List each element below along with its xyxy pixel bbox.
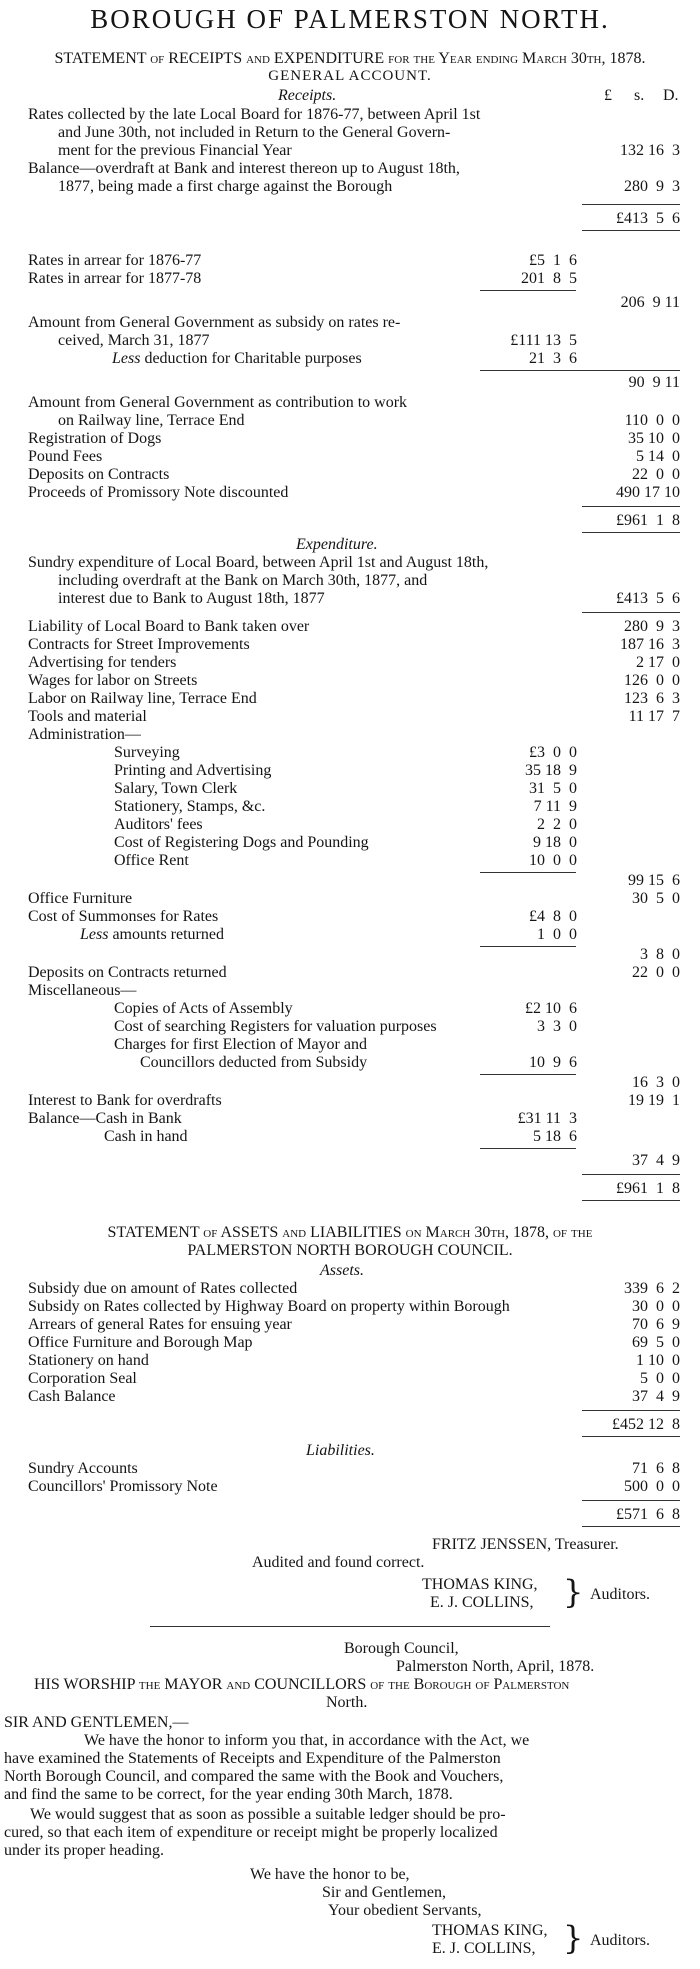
admin-printing: Printing and Advertising [114, 762, 272, 779]
letter-from-2: Palmerston North, April, 1878. [396, 1658, 595, 1675]
exp-summonses: Cost of Summonses for Rates [28, 908, 219, 925]
assets-total: £452 12 8 [612, 1416, 680, 1433]
railway-line-1: Amount from General Government as contribution to work [28, 394, 408, 411]
rule-receipts-total-under [582, 532, 680, 533]
rule-govt [480, 370, 680, 371]
govt-subsidy-line-1: Amount from General Government as subsidy on rates re- [28, 314, 401, 331]
asset-arrears: Arrears of general Rates for ensuing year [28, 1316, 292, 1333]
govt-subsidy-line-2: ceived, March 31, 1877 [58, 332, 210, 349]
sundry-line-3: interest due to Bank to August 18th, 1877 [58, 590, 325, 607]
charitable-deduction [112, 350, 362, 368]
deposits-contracts: Deposits on Contracts [28, 466, 170, 483]
statement-title: STATEMENT of RECEIPTS and EXPENDITURE for the Year ending March 30th, 1878. [54, 50, 646, 67]
misc-search: Cost of searching Registers for valuation purposes [114, 1018, 437, 1035]
railway-line-2: on Railway line, Terrace End [58, 412, 245, 429]
admin-auditors: Auditors' fees [114, 816, 203, 833]
auditor-king: THOMAS KING, [422, 1576, 538, 1593]
liab-sundry: Sundry Accounts [28, 1460, 138, 1477]
asset-seal-amount: 5 0 0 [640, 1370, 680, 1387]
returned-rest: amounts returned [108, 926, 224, 943]
letter-sig-collins: E. J. COLLINS, [432, 1940, 536, 1957]
exp-deposits-returned: Deposits on Contracts returned [28, 964, 227, 981]
admin-rent: Office Rent [114, 852, 189, 869]
rule-admin [480, 872, 576, 873]
rule-exp-total-under [582, 1200, 680, 1201]
assets-statement-line-1: STATEMENT of ASSETS and LIABILITIES on March 30th, 1878, of the [107, 1224, 593, 1241]
arrear-1877-78: Rates in arrear for 1877-78 [28, 270, 202, 287]
expenditure-total: £961 1 8 [616, 1180, 680, 1197]
letter-p1-line-1: We have the honor to inform you that, in accordance with the Act, we [84, 1732, 530, 1749]
exp-returned [80, 926, 224, 944]
admin-salary: Salary, Town Clerk [114, 780, 238, 797]
sundry-amount: £413 5 6 [616, 590, 680, 607]
arrears-total: 206 9 11 [620, 294, 680, 311]
rule-sundry [582, 612, 680, 613]
less-word: Less [112, 350, 141, 367]
sundry-line-2: including overdraft at the Bank on March 30th, 1877, and [58, 572, 428, 589]
asset-map-amount: 69 5 0 [632, 1334, 680, 1351]
receipt-balance-line-1: Balance—overdraft at Bank and interest thereon up to August 18th, [28, 160, 460, 177]
exp-cash-bank-amount: £31 11 3 [517, 1110, 577, 1127]
exp-advertising: Advertising for tenders [28, 654, 177, 671]
asset-seal: Corporation Seal [28, 1370, 137, 1387]
promissory-note: Proceeds of Promissory Note discounted [28, 484, 289, 501]
receipt-rates-line-2: and June 30th, not included in Return to the General Govern- [58, 124, 451, 141]
auditors-label: Auditors. [590, 1586, 650, 1603]
govt-subsidy-amount: £111 13 5 [510, 332, 577, 349]
admin-reg-dogs: Cost of Registering Dogs and Pounding [114, 834, 369, 851]
exp-wages: Wages for labor on Streets [28, 672, 198, 689]
misc-copies: Copies of Acts of Assembly [114, 1000, 293, 1017]
rule-arrears [480, 290, 576, 291]
rule-misc [480, 1074, 576, 1075]
page-title: BOROUGH OF PALMERSTON NORTH. [90, 4, 610, 34]
asset-map: Office Furniture and Borough Map [28, 1334, 253, 1351]
misc-election-amount: 10 9 6 [529, 1054, 577, 1071]
arrear-1876-77-amount: £5 1 6 [529, 252, 577, 269]
auditors-brace: } [563, 1573, 584, 1611]
liab-note: Councillors' Promissory Note [28, 1478, 218, 1495]
asset-highway-amount: 30 0 0 [632, 1298, 680, 1315]
admin-stationery: Stationery, Stamps, &c. [114, 798, 266, 815]
account-title: GENERAL ACCOUNT. [268, 68, 432, 84]
letter-p2-line-3: under its proper heading. [4, 1842, 164, 1859]
exp-cash-hand-amount: 5 18 6 [533, 1128, 577, 1145]
rule-cash [480, 1148, 576, 1149]
exp-cash-hand: Cash in hand [104, 1128, 188, 1145]
exp-cash-bank: Balance—Cash in Bank [28, 1110, 182, 1127]
admin-total: 99 15 6 [628, 872, 680, 889]
exp-contracts-amount: 187 16 3 [620, 636, 680, 653]
asset-cash: Cash Balance [28, 1388, 116, 1405]
asset-cash-amount: 37 4 9 [632, 1388, 680, 1405]
letter-to-1: HIS WORSHIP the MAYOR and COUNCILLORS of the Borough of Palmerston [34, 1676, 570, 1693]
admin-rent-amount: 10 0 0 [529, 852, 577, 869]
registration-dogs-amount: 35 10 0 [628, 430, 680, 447]
letter-p1-line-4: and find the same to be correct, for the year ending 30th March, 1878. [4, 1786, 453, 1803]
misc-election-line-2: Councillors deducted from Subsidy [140, 1054, 368, 1071]
letter-salutation: SIR AND GENTLEMEN,— [4, 1714, 189, 1731]
receipts-total: £961 1 8 [616, 512, 680, 529]
returned-less-word: Less [80, 926, 109, 943]
arrear-1876-77: Rates in arrear for 1876-77 [28, 252, 202, 269]
letter-auditors-brace: } [563, 1919, 584, 1957]
deposits-contracts-amount: 22 0 0 [632, 466, 680, 483]
rule-separator [150, 1626, 550, 1627]
money-col-pound: £ [604, 87, 612, 104]
exp-advertising-amount: 2 17 0 [636, 654, 680, 671]
exp-summonses-amount: £4 8 0 [529, 908, 577, 925]
rule-summonses [480, 946, 576, 947]
exp-tools-amount: 11 17 7 [628, 708, 680, 725]
liab-sundry-amount: 71 6 8 [632, 1460, 680, 1477]
letter-to-2: North. [326, 1694, 368, 1711]
rule-exp-total [582, 1174, 680, 1175]
exp-miscellaneous: Miscellaneous— [28, 982, 137, 999]
admin-surveying: Surveying [114, 744, 180, 761]
exp-liability-amount: 280 9 3 [624, 618, 680, 635]
assets-heading: Assets. [320, 1262, 364, 1279]
receipt-balance-amount: 280 9 3 [624, 178, 680, 195]
exp-furniture-amount: 30 5 0 [632, 890, 680, 907]
misc-search-amount: 3 3 0 [537, 1018, 577, 1035]
letter-close-2: Sir and Gentlemen, [322, 1884, 446, 1901]
money-col-pence: D. [663, 87, 679, 104]
receipt-rates-line-3: ment for the previous Financial Year [58, 142, 292, 159]
asset-arrears-amount: 70 6 9 [632, 1316, 680, 1333]
govt-net-amount: 90 9 11 [628, 374, 680, 391]
charitable-deduction-amount: 21 3 6 [529, 350, 577, 367]
letter-close-3: Your obedient Servants, [328, 1902, 482, 1919]
rule-liab [582, 1500, 680, 1501]
pound-fees-amount: 5 14 0 [636, 448, 680, 465]
admin-salary-amount: 31 5 0 [529, 780, 577, 797]
exp-administration: Administration— [28, 726, 141, 743]
letter-sig-king: THOMAS KING, [432, 1922, 548, 1939]
admin-printing-amount: 35 18 9 [525, 762, 577, 779]
registration-dogs: Registration of Dogs [28, 430, 162, 447]
exp-labor-railway-amount: 123 6 3 [624, 690, 680, 707]
exp-wages-amount: 126 0 0 [624, 672, 680, 689]
exp-tools: Tools and material [28, 708, 147, 725]
rule-assets-under [582, 1436, 680, 1437]
letter-from-1: Borough Council, [344, 1640, 459, 1657]
arrear-1877-78-amount: 201 8 5 [521, 270, 577, 287]
liabilities-total: £571 6 8 [616, 1506, 680, 1523]
admin-stationery-amount: 7 11 9 [533, 798, 577, 815]
admin-surveying-amount: £3 0 0 [529, 744, 577, 761]
asset-subsidy-amount: 339 6 2 [624, 1280, 680, 1297]
rule-receipts-total [582, 506, 680, 507]
exp-contracts: Contracts for Street Improvements [28, 636, 250, 653]
receipts-subtotal: £413 5 6 [616, 210, 680, 227]
misc-election-line-1: Charges for first Election of Mayor and [114, 1036, 367, 1053]
letter-p1-line-2: have examined the Statements of Receipts and Expenditure of the Palmerston [4, 1750, 501, 1767]
exp-furniture: Office Furniture [28, 890, 133, 907]
liabilities-heading: Liabilities. [306, 1442, 375, 1459]
sundry-line-1: Sundry expenditure of Local Board, between April 1st and August 18th, [28, 554, 489, 571]
receipt-rates-amount: 132 16 3 [620, 142, 680, 159]
less-rest: deduction for Charitable purposes [140, 350, 362, 367]
liab-note-amount: 500 0 0 [624, 1478, 680, 1495]
letter-p2-line-1: We would suggest that as soon as possible a suitable ledger should be pro- [30, 1806, 506, 1823]
audited-statement: Audited and found correct. [252, 1554, 425, 1571]
exp-labor-railway: Labor on Railway line, Terrace End [28, 690, 257, 707]
asset-highway: Subsidy on Rates collected by Highway Board on property within Borough [28, 1298, 510, 1315]
rule-assets [582, 1410, 680, 1411]
treasurer-signature: FRITZ JENSSEN, Treasurer. [432, 1536, 619, 1553]
summonses-net: 3 8 0 [640, 946, 680, 963]
admin-auditors-amount: 2 2 0 [537, 816, 577, 833]
letter-close-1: We have the honor to be, [250, 1866, 410, 1883]
admin-reg-dogs-amount: 9 18 0 [533, 834, 577, 851]
asset-stationery: Stationery on hand [28, 1352, 149, 1369]
receipt-rates-line-1: Rates collected by the late Local Board for 1876-77, between April 1st [28, 106, 481, 123]
exp-interest-amount: 19 19 1 [628, 1092, 680, 1109]
exp-deposits-returned-amount: 22 0 0 [632, 964, 680, 981]
exp-returned-amount: 1 0 0 [537, 926, 577, 943]
railway-amount: 110 0 0 [624, 412, 680, 429]
rule-receipts-sub-under [582, 230, 680, 231]
letter-p1-line-3: North Borough Council, and compared the same with the Book and Vouchers, [4, 1768, 504, 1785]
promissory-note-amount: 490 17 10 [616, 484, 680, 501]
rule-receipts-sub [582, 204, 680, 205]
asset-stationery-amount: 1 10 0 [636, 1352, 680, 1369]
exp-interest: Interest to Bank for overdrafts [28, 1092, 222, 1109]
auditor-collins: E. J. COLLINS, [430, 1594, 534, 1611]
asset-subsidy: Subsidy due on amount of Rates collected [28, 1280, 298, 1297]
letter-auditors-label: Auditors. [590, 1932, 650, 1949]
misc-total: 16 3 0 [632, 1074, 680, 1091]
receipts-heading: Receipts. [278, 87, 337, 104]
letter-p2-line-2: cured, so that each item of expenditure or receipt might be properly localized [4, 1824, 498, 1841]
assets-statement-line-2: PALMERSTON NORTH BOROUGH COUNCIL. [187, 1242, 513, 1259]
misc-copies-amount: £2 10 6 [525, 1000, 577, 1017]
receipt-balance-line-2: 1877, being made a first charge against the Borough [58, 178, 393, 195]
pound-fees: Pound Fees [28, 448, 103, 465]
rule-liab-under [582, 1526, 680, 1527]
money-col-shilling: s. [634, 87, 645, 104]
cash-total: 37 4 9 [632, 1152, 680, 1169]
exp-liability: Liability of Local Board to Bank taken over [28, 618, 310, 635]
expenditure-heading: Expenditure. [296, 536, 378, 553]
